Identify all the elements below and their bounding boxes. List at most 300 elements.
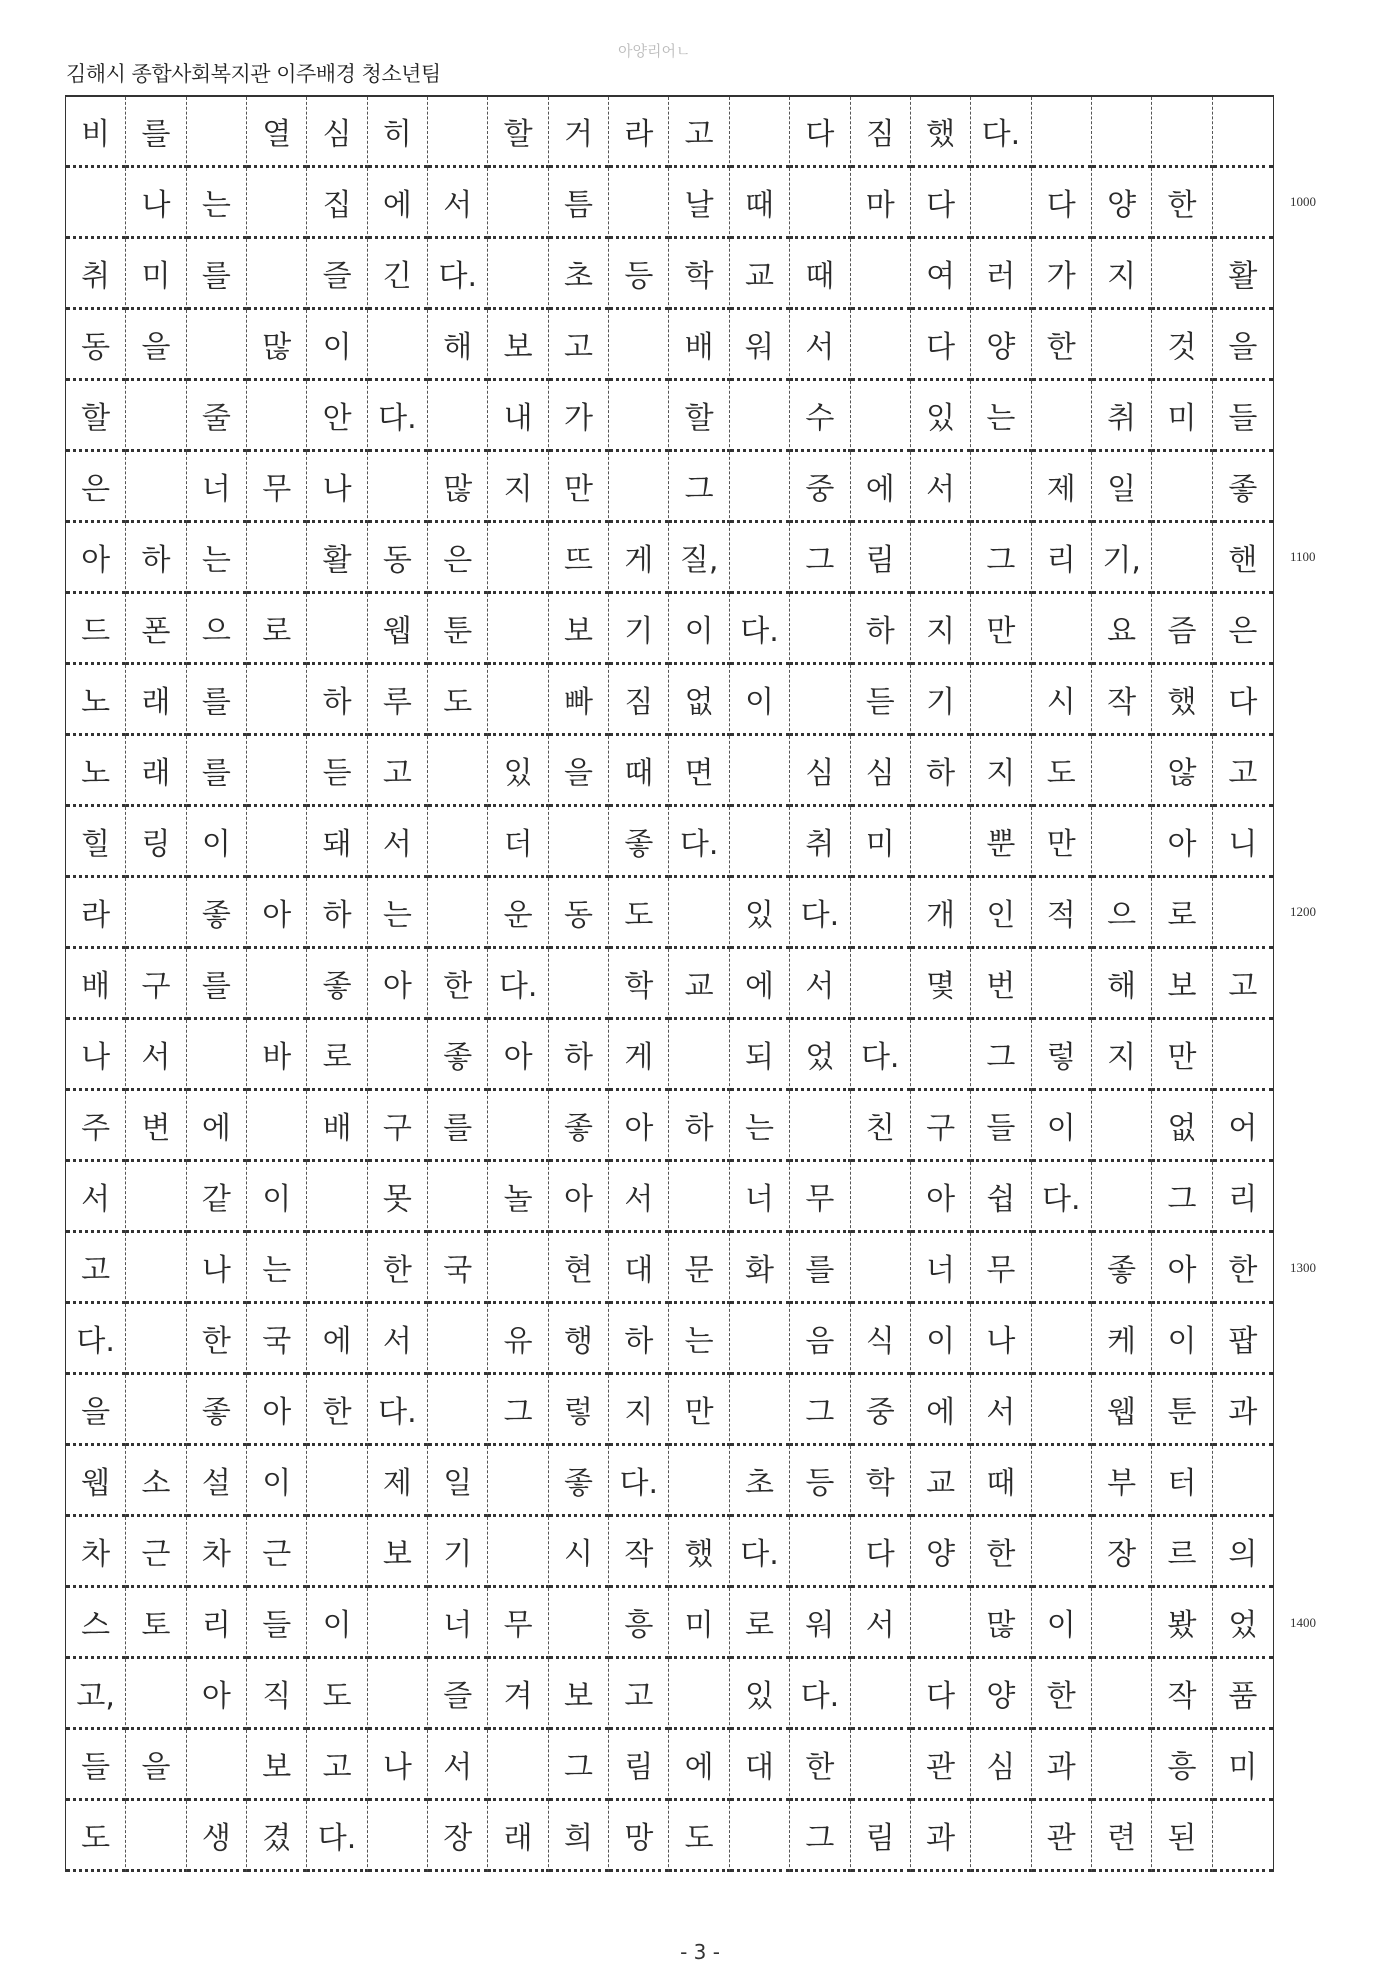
grid-cell: 다. — [730, 594, 790, 665]
grid-cell: 한 — [187, 1304, 247, 1375]
grid-cell: 워 — [790, 1588, 850, 1659]
grid-cell: 한 — [428, 949, 488, 1020]
grid-cell: 한 — [1032, 1659, 1092, 1730]
grid-cell: 양 — [971, 310, 1031, 381]
grid-cell: 래 — [126, 665, 186, 736]
grid-cell — [247, 523, 307, 594]
grid-cell: 다. — [669, 807, 729, 878]
grid-cell: 있 — [730, 878, 790, 949]
grid-cell: 인 — [971, 878, 1031, 949]
grid-cell: 래 — [488, 1801, 548, 1872]
grid-cell: 미 — [1152, 381, 1212, 452]
grid-cell: 하 — [851, 594, 911, 665]
grid-cell: 은 — [66, 452, 126, 523]
grid-cell: 보 — [1152, 949, 1212, 1020]
grid-cell — [669, 1659, 729, 1730]
grid-cell: 제 — [368, 1446, 428, 1517]
grid-cell — [1213, 168, 1273, 239]
grid-cell: 관 — [1032, 1801, 1092, 1872]
grid-cell: 수 — [790, 381, 850, 452]
grid-cell: 다 — [911, 168, 971, 239]
grid-cell: 해 — [428, 310, 488, 381]
grid-cell: 있 — [488, 736, 548, 807]
grid-cell: 니 — [1213, 807, 1273, 878]
grid-cell: 관 — [911, 1730, 971, 1801]
grid-cell — [247, 1091, 307, 1162]
grid-cell — [971, 665, 1031, 736]
grid-cell: 그 — [790, 1375, 850, 1446]
grid-cell: 다. — [488, 949, 548, 1020]
grid-cell: 취 — [790, 807, 850, 878]
grid-cell — [307, 1162, 367, 1233]
grid-cell — [307, 1517, 367, 1588]
grid-cell: 의 — [1213, 1517, 1273, 1588]
grid-cell: 로 — [730, 1588, 790, 1659]
grid-cell: 대 — [730, 1730, 790, 1801]
grid-cell: 서 — [368, 1304, 428, 1375]
grid-cell: 하 — [549, 1020, 609, 1091]
grid-cell: 를 — [187, 665, 247, 736]
grid-cell: 아 — [1152, 1233, 1212, 1304]
grid-cell: 림 — [851, 1801, 911, 1872]
grid-cell: 몇 — [911, 949, 971, 1020]
grid-cell: 날 — [669, 168, 729, 239]
grid-cell: 서 — [971, 1375, 1031, 1446]
grid-cell: 기 — [609, 594, 669, 665]
grid-cell: 너 — [187, 452, 247, 523]
grid-cell — [187, 97, 247, 168]
grid-cell: 로 — [247, 594, 307, 665]
grid-cell: 등 — [609, 239, 669, 310]
grid-cell: 도 — [669, 1801, 729, 1872]
grid-cell: 고 — [609, 1659, 669, 1730]
grid-cell: 미 — [851, 807, 911, 878]
grid-cell — [368, 1659, 428, 1730]
grid-cell: 이 — [307, 1588, 367, 1659]
grid-cell: 그 — [971, 523, 1031, 594]
grid-cell: 동 — [549, 878, 609, 949]
grid-cell: 좋 — [187, 878, 247, 949]
grid-cell: 들 — [971, 1091, 1031, 1162]
grid-cell: 초 — [730, 1446, 790, 1517]
grid-cell: 렇 — [549, 1375, 609, 1446]
grid-cell — [1092, 736, 1152, 807]
grid-cell: 을 — [126, 1730, 186, 1801]
grid-cell: 짐 — [609, 665, 669, 736]
grid-cell: 등 — [790, 1446, 850, 1517]
grid-cell: 아 — [609, 1091, 669, 1162]
grid-cell — [851, 239, 911, 310]
grid-cell — [609, 452, 669, 523]
grid-cell: 있 — [911, 381, 971, 452]
grid-cell: 아 — [247, 878, 307, 949]
grid-cell: 지 — [609, 1375, 669, 1446]
grid-cell: 국 — [428, 1233, 488, 1304]
grid-cell — [247, 807, 307, 878]
grid-cell: 이 — [247, 1162, 307, 1233]
grid-cell: 서 — [851, 1588, 911, 1659]
grid-cell: 놀 — [488, 1162, 548, 1233]
grid-cell — [126, 452, 186, 523]
grid-cell — [971, 1801, 1031, 1872]
grid-cell: 구 — [911, 1091, 971, 1162]
grid-cell: 할 — [488, 97, 548, 168]
grid-cell — [911, 1020, 971, 1091]
grid-cell: 차 — [187, 1517, 247, 1588]
grid-cell: 장 — [428, 1801, 488, 1872]
grid-cell: 들 — [1213, 381, 1273, 452]
grid-cell: 교 — [911, 1446, 971, 1517]
grid-cell: 아 — [488, 1020, 548, 1091]
grid-cell: 은 — [1213, 594, 1273, 665]
grid-cell: 뿐 — [971, 807, 1031, 878]
grid-cell — [911, 807, 971, 878]
grid-cell: 하 — [126, 523, 186, 594]
grid-cell — [368, 1801, 428, 1872]
line-count-label: 1000 — [1290, 193, 1316, 209]
grid-cell: 겨 — [488, 1659, 548, 1730]
grid-cell: 만 — [1152, 1020, 1212, 1091]
grid-cell: 를 — [187, 736, 247, 807]
grid-cell: 그 — [669, 452, 729, 523]
grid-cell: 직 — [247, 1659, 307, 1730]
grid-cell: 렇 — [1032, 1020, 1092, 1091]
grid-cell: 노 — [66, 736, 126, 807]
grid-cell: 같 — [187, 1162, 247, 1233]
grid-cell — [126, 878, 186, 949]
grid-cell: 식 — [851, 1304, 911, 1375]
grid-cell: 다. — [971, 97, 1031, 168]
grid-cell: 를 — [187, 949, 247, 1020]
grid-cell: 림 — [851, 523, 911, 594]
grid-cell — [1032, 1304, 1092, 1375]
grid-cell: 생 — [187, 1801, 247, 1872]
grid-cell: 할 — [66, 381, 126, 452]
grid-cell: 학 — [609, 949, 669, 1020]
grid-cell: 것 — [1152, 310, 1212, 381]
grid-cell — [1152, 452, 1212, 523]
grid-cell: 구 — [368, 1091, 428, 1162]
grid-cell — [488, 168, 548, 239]
grid-cell — [368, 452, 428, 523]
grid-cell: 일 — [1092, 452, 1152, 523]
grid-cell — [1092, 97, 1152, 168]
grid-cell: 다. — [66, 1304, 126, 1375]
grid-cell: 스 — [66, 1588, 126, 1659]
grid-cell: 드 — [66, 594, 126, 665]
grid-cell: 서 — [368, 807, 428, 878]
grid-cell: 많 — [247, 310, 307, 381]
grid-cell — [730, 97, 790, 168]
grid-cell — [549, 949, 609, 1020]
grid-cell — [790, 594, 850, 665]
grid-cell — [1213, 1801, 1273, 1872]
grid-cell: 서 — [126, 1020, 186, 1091]
grid-cell: 때 — [730, 168, 790, 239]
grid-cell: 으 — [1092, 878, 1152, 949]
grid-cell: 는 — [669, 1304, 729, 1375]
grid-cell — [187, 310, 247, 381]
grid-cell — [488, 1233, 548, 1304]
grid-cell — [669, 1446, 729, 1517]
grid-cell — [1092, 1730, 1152, 1801]
grid-cell — [730, 381, 790, 452]
grid-cell: 리 — [1213, 1162, 1273, 1233]
grid-cell: 서 — [609, 1162, 669, 1233]
grid-cell: 노 — [66, 665, 126, 736]
grid-cell — [307, 594, 367, 665]
line-count-label: 1100 — [1290, 549, 1316, 565]
grid-cell: 운 — [488, 878, 548, 949]
grid-cell: 게 — [609, 523, 669, 594]
grid-cell: 아 — [911, 1162, 971, 1233]
grid-cell: 되 — [730, 1020, 790, 1091]
grid-cell: 음 — [790, 1304, 850, 1375]
grid-cell: 만 — [549, 452, 609, 523]
grid-cell: 차 — [66, 1517, 126, 1588]
grid-cell: 않 — [1152, 736, 1212, 807]
grid-cell: 망 — [609, 1801, 669, 1872]
grid-cell: 흥 — [1152, 1730, 1212, 1801]
grid-cell: 고, — [66, 1659, 126, 1730]
grid-cell: 너 — [428, 1588, 488, 1659]
grid-cell: 도 — [428, 665, 488, 736]
grid-cell: 이 — [247, 1446, 307, 1517]
grid-cell: 작 — [1152, 1659, 1212, 1730]
grid-cell: 긴 — [368, 239, 428, 310]
grid-cell — [247, 665, 307, 736]
grid-cell — [851, 949, 911, 1020]
grid-cell — [307, 1233, 367, 1304]
manuscript-grid — [65, 95, 1274, 1872]
grid-cell — [368, 1020, 428, 1091]
grid-cell: 어 — [1213, 1091, 1273, 1162]
grid-cell: 현 — [549, 1233, 609, 1304]
grid-cell: 이 — [307, 310, 367, 381]
grid-cell: 미 — [1213, 1730, 1273, 1801]
grid-cell: 서 — [428, 1730, 488, 1801]
grid-cell: 해 — [1092, 949, 1152, 1020]
grid-cell: 개 — [911, 878, 971, 949]
grid-cell: 라 — [609, 97, 669, 168]
grid-cell: 좋 — [549, 1091, 609, 1162]
grid-cell: 배 — [307, 1091, 367, 1162]
grid-cell: 집 — [307, 168, 367, 239]
grid-cell: 면 — [669, 736, 729, 807]
grid-cell: 을 — [66, 1375, 126, 1446]
grid-cell: 작 — [609, 1517, 669, 1588]
grid-cell: 무 — [247, 452, 307, 523]
grid-cell: 기 — [911, 665, 971, 736]
grid-cell — [428, 1304, 488, 1375]
grid-cell: 문 — [669, 1233, 729, 1304]
grid-cell: 된 — [1152, 1801, 1212, 1872]
grid-cell: 너 — [911, 1233, 971, 1304]
faint-handwritten-note: 아양리어ㄴ — [618, 42, 691, 60]
grid-cell — [126, 1375, 186, 1446]
grid-cell — [609, 168, 669, 239]
grid-cell — [1092, 1588, 1152, 1659]
grid-cell: 미 — [126, 239, 186, 310]
grid-cell — [730, 523, 790, 594]
grid-cell — [488, 239, 548, 310]
grid-cell: 는 — [971, 381, 1031, 452]
grid-cell: 나 — [368, 1730, 428, 1801]
grid-cell: 다 — [911, 1659, 971, 1730]
grid-cell: 터 — [1152, 1446, 1212, 1517]
grid-cell: 툰 — [1152, 1375, 1212, 1446]
grid-cell: 는 — [187, 168, 247, 239]
grid-cell: 를 — [187, 239, 247, 310]
grid-cell — [1032, 1233, 1092, 1304]
grid-cell — [428, 807, 488, 878]
grid-cell: 나 — [187, 1233, 247, 1304]
grid-cell: 짐 — [851, 97, 911, 168]
grid-cell — [126, 1233, 186, 1304]
grid-cell: 하 — [669, 1091, 729, 1162]
grid-cell: 그 — [790, 1801, 850, 1872]
grid-cell: 즘 — [1152, 594, 1212, 665]
grid-cell — [247, 239, 307, 310]
grid-cell: 폰 — [126, 594, 186, 665]
grid-cell — [1152, 97, 1212, 168]
grid-cell: 여 — [911, 239, 971, 310]
grid-cell — [1032, 1517, 1092, 1588]
grid-cell — [1092, 1659, 1152, 1730]
grid-cell: 이 — [669, 594, 729, 665]
grid-cell — [247, 736, 307, 807]
grid-cell: 무 — [790, 1162, 850, 1233]
grid-cell: 에 — [307, 1304, 367, 1375]
grid-cell: 가 — [549, 381, 609, 452]
grid-cell: 에 — [669, 1730, 729, 1801]
grid-cell: 서 — [911, 452, 971, 523]
grid-cell — [488, 594, 548, 665]
grid-cell: 없 — [669, 665, 729, 736]
grid-cell: 너 — [730, 1162, 790, 1233]
grid-cell: 부 — [1092, 1446, 1152, 1517]
grid-cell: 에 — [851, 452, 911, 523]
grid-cell: 는 — [247, 1233, 307, 1304]
grid-cell: 는 — [368, 878, 428, 949]
grid-cell: 희 — [549, 1801, 609, 1872]
grid-cell: 초 — [549, 239, 609, 310]
grid-cell — [488, 523, 548, 594]
grid-cell: 들 — [66, 1730, 126, 1801]
grid-cell — [730, 1375, 790, 1446]
grid-cell: 을 — [126, 310, 186, 381]
grid-cell: 그 — [790, 523, 850, 594]
grid-cell — [1032, 1375, 1092, 1446]
grid-cell — [428, 878, 488, 949]
grid-cell: 아 — [1152, 807, 1212, 878]
grid-cell: 질, — [669, 523, 729, 594]
grid-cell — [1032, 381, 1092, 452]
grid-cell: 다. — [790, 1659, 850, 1730]
grid-cell: 안 — [307, 381, 367, 452]
grid-cell — [187, 1730, 247, 1801]
grid-cell: 더 — [488, 807, 548, 878]
grid-cell — [549, 807, 609, 878]
grid-cell — [488, 1091, 548, 1162]
grid-cell: 좋 — [187, 1375, 247, 1446]
grid-cell — [187, 1020, 247, 1091]
grid-cell: 교 — [730, 239, 790, 310]
grid-cell: 중 — [790, 452, 850, 523]
page-number: - 3 - — [680, 1940, 720, 1964]
grid-cell: 도 — [1032, 736, 1092, 807]
grid-cell — [126, 1659, 186, 1730]
grid-cell: 링 — [126, 807, 186, 878]
grid-cell: 이 — [911, 1304, 971, 1375]
grid-cell — [851, 1659, 911, 1730]
grid-cell: 한 — [307, 1375, 367, 1446]
grid-cell — [549, 1588, 609, 1659]
grid-cell — [1213, 1020, 1273, 1091]
grid-cell: 보 — [368, 1517, 428, 1588]
grid-cell — [851, 381, 911, 452]
grid-cell: 좋 — [307, 949, 367, 1020]
grid-cell: 서 — [790, 310, 850, 381]
grid-cell — [66, 168, 126, 239]
grid-cell — [428, 381, 488, 452]
grid-cell: 도 — [307, 1659, 367, 1730]
grid-cell: 지 — [911, 594, 971, 665]
grid-cell: 도 — [609, 878, 669, 949]
grid-cell: 다 — [911, 310, 971, 381]
grid-cell: 웹 — [1092, 1375, 1152, 1446]
grid-cell — [790, 1091, 850, 1162]
grid-cell: 고 — [669, 97, 729, 168]
grid-cell: 내 — [488, 381, 548, 452]
grid-cell — [1152, 523, 1212, 594]
grid-cell: 흥 — [609, 1588, 669, 1659]
grid-cell — [428, 97, 488, 168]
grid-cell — [851, 1730, 911, 1801]
grid-cell: 는 — [730, 1091, 790, 1162]
grid-cell: 나 — [126, 168, 186, 239]
grid-cell: 마 — [851, 168, 911, 239]
grid-cell: 쉽 — [971, 1162, 1031, 1233]
grid-cell: 는 — [187, 523, 247, 594]
grid-cell: 뜨 — [549, 523, 609, 594]
grid-cell: 보 — [549, 594, 609, 665]
grid-cell — [669, 878, 729, 949]
grid-cell: 림 — [609, 1730, 669, 1801]
grid-cell — [790, 168, 850, 239]
grid-cell — [1032, 97, 1092, 168]
grid-cell: 나 — [971, 1304, 1031, 1375]
grid-cell: 주 — [66, 1091, 126, 1162]
grid-cell: 양 — [971, 1659, 1031, 1730]
grid-cell: 듣 — [307, 736, 367, 807]
grid-cell: 히 — [368, 97, 428, 168]
grid-cell — [1213, 97, 1273, 168]
grid-cell: 도 — [66, 1801, 126, 1872]
grid-cell: 루 — [368, 665, 428, 736]
grid-cell: 비 — [66, 97, 126, 168]
grid-cell — [851, 1233, 911, 1304]
grid-cell — [1032, 594, 1092, 665]
grid-cell: 을 — [549, 736, 609, 807]
grid-cell: 심 — [971, 1730, 1031, 1801]
grid-cell — [1092, 1162, 1152, 1233]
grid-cell: 겼 — [247, 1801, 307, 1872]
grid-cell: 무 — [488, 1588, 548, 1659]
grid-cell: 핸 — [1213, 523, 1273, 594]
grid-cell: 장 — [1092, 1517, 1152, 1588]
grid-cell: 변 — [126, 1091, 186, 1162]
